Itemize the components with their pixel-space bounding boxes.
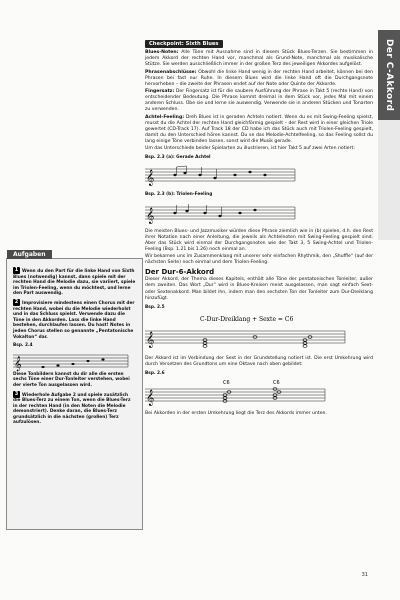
tab-strip (378, 120, 400, 240)
task-number-3: 3 (14, 390, 19, 397)
sidebar-music-staff (13, 351, 133, 371)
svg-text:𝄞: 𝄞 (14, 356, 22, 371)
task-3: 3 Wiederhole Aufgabe 2 und spiele zusätzlich die Blues-Terz zu einem Ton, wenn die Blues-Terz in der rechten Hand (in den Noten die Melodie demonstriert). Denke daran, die Blues-Terz grundsätzlich in die nächsten (großen) Terz aufzulösen. (13, 390, 131, 426)
example-2-6-label: Bsp. 2.6 (145, 371, 165, 377)
paragraph-after-examples: Die meisten Blues- und Jazzmusiker würden diese Phrase ziemlich wie in (b) spielen, d.h. den Rest ihrer Notation nach einer Anleitung, die jeweils als Achtelnoten mit Swing-Feeling gespielt sind. Aber das Stück wird einmal der Durchgangsnoten wie der Takt 3, 5 Swing-Achtel und Triolen-Feeling (Bsp. 1.21 bis 1.26) noch einmal an. (145, 228, 373, 252)
sidebar-example-label: Bsp. 2.4 (13, 343, 33, 349)
paragraph-eighth-feel: Achtel-Feeling: Dreh Blues ist in geraden Achteln notiert. Wenn du es mit Swing-Feeling spielst, musst du die Achtel der rechten Hand gleichförmig gespielt – der Rest wird in einer gleichen Triole gewertet (CD-Track 17). Auf Track 18 der CD habe ich das Stück auch mit Triolen-Feeling gespielt, damit du den Unterschied hören kannst. Du se das Melodie-Achtelfeeling, so das Feeling sollst du lang einige Töne verbinden lassen, sonst wird die Musik gerade. (145, 114, 373, 144)
formula-staff (145, 313, 365, 353)
example-2-5-label: Bsp. 2.5 (145, 304, 165, 310)
svg-text:𝄞: 𝄞 (146, 170, 155, 187)
paragraph-2-6: Bei Akkorden in der ersten Umkehrung liegt die Terz des Akkords immer unten. (145, 411, 327, 417)
exercise-sidebar (6, 251, 143, 530)
formula-text: C-Dur-Dreiklang + Sexte = C6 (200, 315, 294, 323)
music-staff-chords (145, 379, 365, 409)
main-column (145, 40, 373, 418)
task-1: 1 Wenn du den Part für die linke Hand von Sixth Blues (notwendig) kannst, dann spiele mit der rechten Hand die Melodie dazu, sie variiert, spiele im Triolen-Feeling, wenn du möchtest, und lerne den Part auswendig. (13, 267, 136, 297)
paragraph-phrases: Phrasenabschlüsse: Obwohl die linke Hand wenig in der rechten Hand arbeitet, können bei den Phrasen bei fast nur Ruhe. In diesem Blues wird die linke Hand oft die Durchgangsnote hervorheben – die zweite der Phrasen endet auf der Note oder Quinte der Akkorde. (145, 69, 373, 87)
task-2: 2 Improvisiere mindestens einen Chorus mit der rechten Hand, wobei du die Melodie wiederholst und in das Schluss spielst. Verwende dazu die Töne in den Akkorden. Lass die linke Hand bestehen, durchlaufen lassen. Du hast! Notes in jeden Chorus stellen so genannte „Pentatonische Vokalton“ dar. (13, 298, 135, 340)
page-number: 31 (361, 572, 368, 578)
svg-text:𝄞: 𝄞 (146, 331, 155, 348)
music-staff-triplet (145, 201, 365, 227)
section-heading: Der Dur-6-Akkord (145, 268, 215, 277)
checkpoint-badge: Checkpoint: Sixth Blues (145, 40, 223, 48)
chord-label-2: C6 (273, 380, 280, 387)
chord-label-1: C6 (223, 380, 230, 387)
paragraph-blues-notes: Blues-Noten: Alle Töne mit Ausnahme sind in diesem Stück Blues-Terzen. Sie bestimmen in jedem Akkord der rechten Hand vor, manchmal als Grund-Note, manchmal als musikalische Stütze. Sie werden ausschließlich immer in der großen Terz des jeweiligen Akkordes aufgelöst. (145, 50, 373, 68)
paragraph-fingering: Fingersatz: Der Fingersatz ist für die saubere Ausführung der Phrase in Takt 5 (rechte Hand) von entscheidender Bedeutung. Die Phrase kommt dreimal in dem Stück vor, jedes Mal mit einem anderen Schluss. Übe sie und lerne sie auswendig. Verwende sie in anderen Stücken und Tonarten zu verwenden. (145, 89, 374, 113)
chapter-tab (378, 30, 400, 120)
example-straight-label: Bsp. 2.3 (a): Gerade Achtel (145, 155, 211, 161)
music-staff-straight (145, 163, 365, 189)
svg-text:𝄞: 𝄞 (146, 207, 155, 224)
svg-text:𝄞: 𝄞 (146, 390, 155, 407)
chapter-tab-label: Der C-Akkord (384, 38, 394, 112)
paragraph-2-5: Der Akkord ist im Verbindung der Sext in der Grundstellung notiert ist. Die erst Umkehrung wird durch Versetzen des Grundtons um eine Oktave nach oben gebildet: (145, 355, 373, 367)
paragraph-shuffle: Wir bekamen uns im Zusammenklang mit unserer sehr einfachen Rhythmik, den „Shuffle“ (auf der nächsten Seite) noch einmal und dem Triolen-Feeling. (145, 254, 373, 266)
sidebar-body (13, 267, 136, 428)
paragraph-intro-examples: Um das Unterschiede beider Spielarten zu illustrieren, ist hier Takt 5 auf zwei Arten notiert: (145, 146, 355, 152)
task-number-1: 1 (14, 267, 19, 273)
paragraph-six-chord: Dieser Akkord, der Thema dieses Kapitels, enthält alle Töne der pentatonischen Tonleiter, außer dem zweiten. Das Wort „Dur“ wird in Blues-Kreisen meist ausgelassen, man sagt einfach Sext- oder Sextenakkord. Man bildet ihn, indem man den sechsten Ton der Tonleiter zum Dur-Dreiklang hinzufügt. (145, 277, 373, 301)
example-triplet-label: Bsp. 2.3 (b): Triolen-Feeling (145, 192, 213, 198)
task-number-2: 2 (14, 298, 19, 305)
sidebar-after-example: Diese Tonbildern kannst du dir alle die ersten sechs Töne einer Dur-Tonleiter verstehen, wobei der vierte Ton ausgelassen wird. (13, 371, 130, 388)
sidebar-heading: Aufgaben (7, 250, 52, 259)
